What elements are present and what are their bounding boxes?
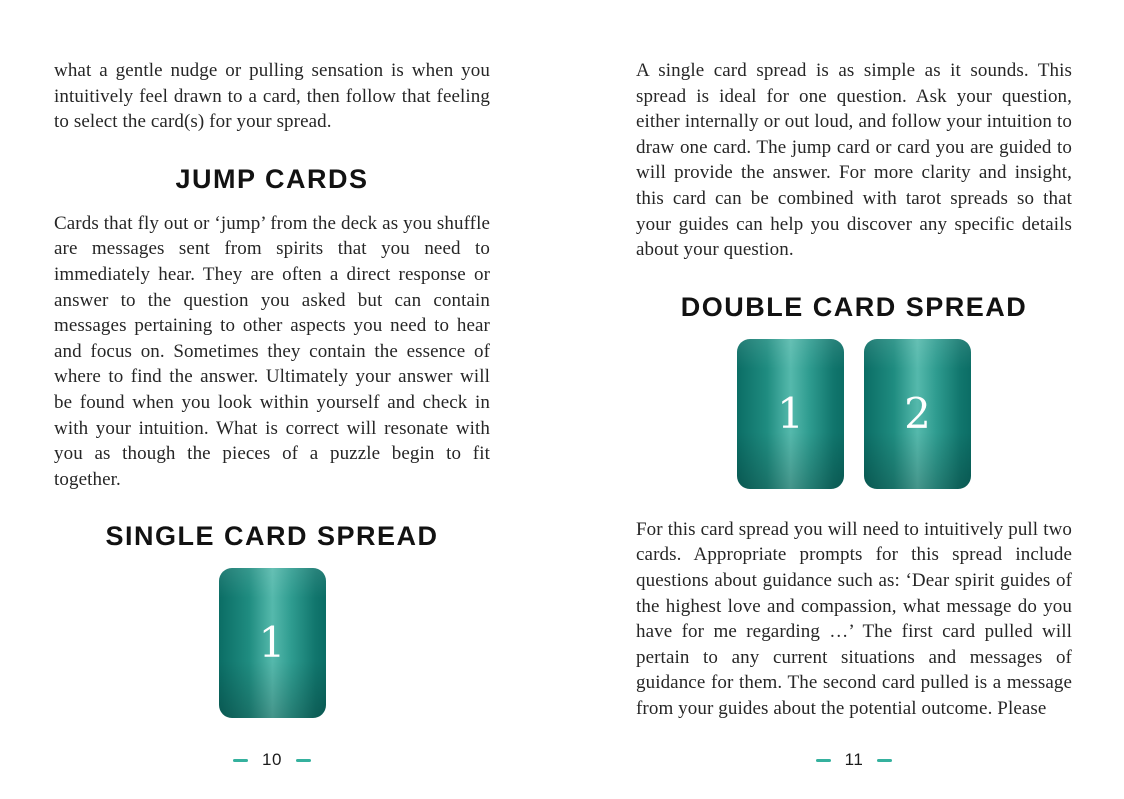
page-number: 11 [844, 750, 864, 769]
intro-paragraph: what a gentle nudge or pulling sensation is when you intuitively feel drawn to a card, then follow that feeling to select the card(s) for your spread. [54, 60, 490, 133]
jump-cards-paragraph: Cards that fly out or ‘jump’ from the deck as you shuffle are messages sent from spirits that you need to immediately hear. They are often a direct response or answer to the question you asked but can contain messages pertaining to other aspects you need to hear and focus on. Sometimes they contain the essence of where to find the answer. Ultimately your answer will be found when you look within yourself and check in with your intuition. What is correct will resonate with you as though the pieces of a puzzle begin to fit together. [54, 212, 490, 490]
double-card-spread-heading: DOUBLE CARD SPREAD [680, 291, 1028, 322]
single-card-spread-diagram [54, 568, 490, 718]
dash-ornament [877, 759, 892, 762]
jump-cards-heading: JUMP CARDS [175, 163, 369, 194]
page-footer [54, 750, 490, 770]
tarot-card-back [737, 339, 844, 489]
dash-ornament [296, 759, 311, 762]
dash-ornament [816, 759, 831, 762]
dash-ornament [233, 759, 248, 762]
single-card-spread-heading: SINGLE CARD SPREAD [105, 521, 439, 552]
single-card-spread-paragraph: A single card spread is as simple as it sounds. This spread is ideal for one question. Ask your question, either internally or out loud, and follow your intuition to draw one card. The jump card or card you are guided to will provide the answer. For more clarity and insight, this card can be combined with tarot spreads so that your guides can help you discover any specific details about your question. [636, 60, 1072, 261]
card-position-number: 1 [777, 388, 804, 438]
page-number: 10 [262, 750, 282, 769]
card-position-number: 2 [904, 388, 931, 438]
double-card-spread-paragraph: For this card spread you will need to intuitively pull two cards. Appropriate prompts for this spread include questions about guidance such as: ‘Dear spirit guides of the highest love and compassion, what message do you have for me regarding …’ The first card pulled will pertain to any current situations and messages of guidance for them. The second card pulled is a message from your guides about the potential outcome. Please [636, 518, 1072, 719]
tarot-card-back [219, 568, 326, 718]
tarot-card-back [864, 339, 971, 489]
page-right [636, 58, 1072, 769]
double-card-spread-diagram [636, 339, 1072, 489]
page-left [54, 58, 490, 769]
card-position-number: 1 [258, 618, 286, 668]
page-footer [636, 750, 1072, 770]
